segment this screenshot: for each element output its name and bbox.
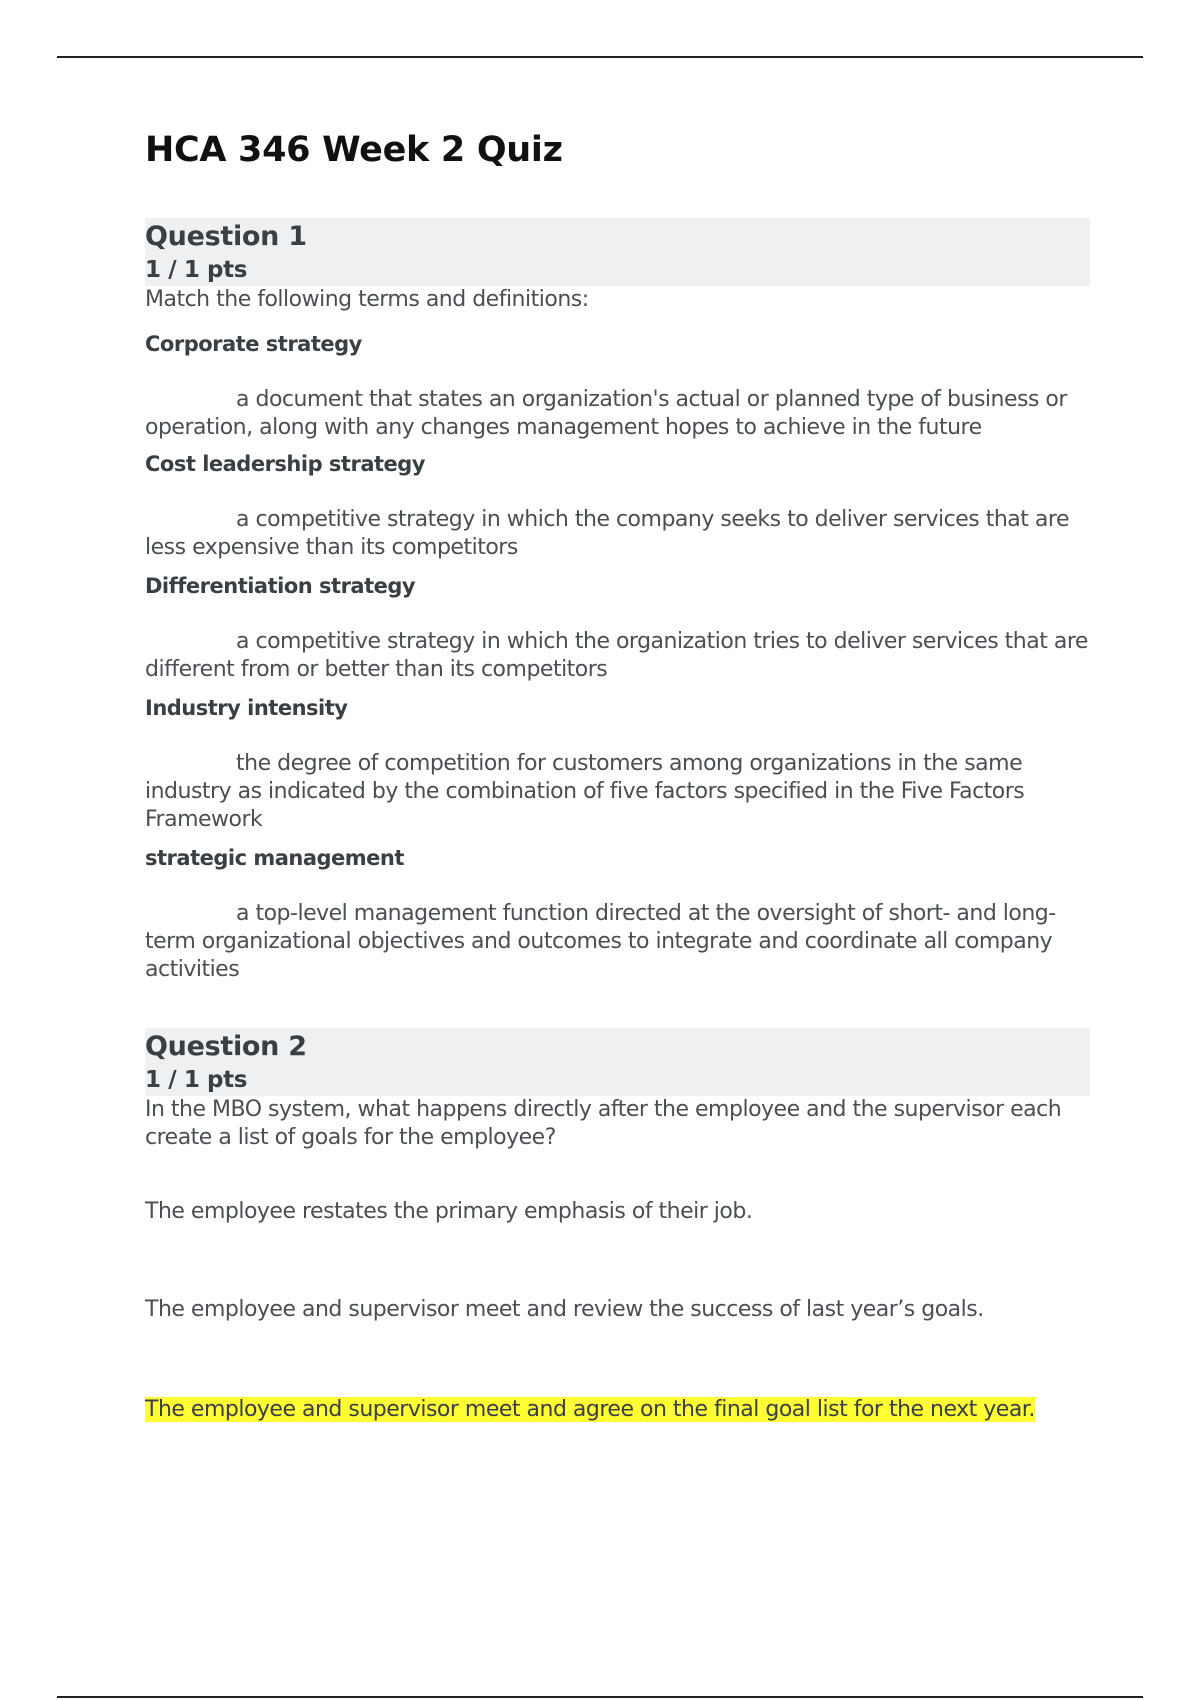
match-term: Corporate strategy [145, 332, 362, 356]
match-term: Cost leadership strategy [145, 452, 425, 476]
top-rule [57, 56, 1143, 58]
document-title: HCA 346 Week 2 Quiz [145, 130, 563, 170]
question-title: Question 2 [145, 1031, 307, 1062]
quiz-page [145, 128, 1090, 1424]
question-points: 1 / 1 pts [145, 257, 247, 283]
match-term: Differentiation strategy [145, 574, 416, 598]
match-definition: a competitive strategy in which the organization tries to deliver services that are different from or better than its competitors [145, 629, 1088, 682]
question-1 [145, 218, 1090, 984]
match-definition: the degree of competition for customers among organizations in the same industry as indicated by the combination of five factors specified in the Five Factors Framework [145, 751, 1025, 832]
answer-text: The employee and supervisor meet and review the success of last year’s goals. [145, 1297, 984, 1322]
answer-option [145, 1198, 1090, 1226]
match-item [145, 844, 1090, 984]
match-item [145, 694, 1090, 834]
question-prompt: In the MBO system, what happens directly after the employee and the supervisor each create a list of goals for the employee? [145, 1097, 1062, 1150]
question-title: Question 1 [145, 221, 307, 252]
match-term: strategic management [145, 846, 404, 870]
match-list [145, 330, 1090, 984]
match-definition: a competitive strategy in which the company seeks to deliver services that are less expensive than its competitors [145, 507, 1069, 560]
question-prompt: Match the following terms and definitions: [145, 287, 589, 312]
bottom-rule [57, 1696, 1143, 1698]
match-item [145, 572, 1090, 684]
match-definition: a top-level management function directed at the oversight of short- and long-term organizational objectives and outcomes to integrate and coordinate all company activities [145, 901, 1056, 982]
match-term: Industry intensity [145, 696, 348, 720]
correct-answer-option [145, 1396, 1090, 1424]
highlighted-answer-text: The employee and supervisor meet and agree on the final goal list for the next year. [145, 1397, 1035, 1422]
match-item [145, 330, 1090, 442]
match-item [145, 450, 1090, 562]
question-points: 1 / 1 pts [145, 1067, 247, 1093]
question-2 [145, 1028, 1090, 1424]
match-definition: a document that states an organization's actual or planned type of business or operation, along with any changes management hopes to achieve in the future [145, 387, 1067, 440]
question-header [145, 1028, 1090, 1096]
answer-text: The employee restates the primary emphasis of their job. [145, 1199, 753, 1224]
answer-option [145, 1296, 1090, 1324]
question-header [145, 218, 1090, 286]
